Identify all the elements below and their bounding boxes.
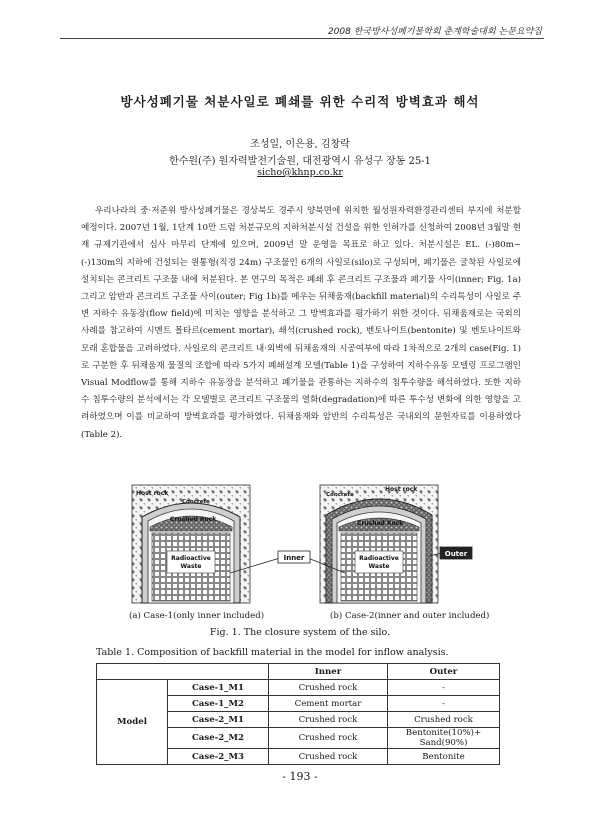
table-cell-case: Case-2_M2 (168, 728, 269, 749)
label-host-rock-left: Host rock (136, 490, 169, 497)
abstract-body (81, 203, 521, 444)
silo-case-2 (320, 485, 438, 603)
paper-affiliation: 한수원(주) 원자력발전기술원, 대전광역시 유성구 장동 25-1 (169, 156, 431, 167)
paper-authors: 조성일, 이은용, 김창락 (250, 139, 350, 150)
paper-title: 방사성폐기물 처분사일로 폐쇄를 위한 수리적 방벽효과 해석 (120, 94, 480, 109)
abstract-paragraph: 우리나라의 중·저준위 방사성폐기물은 경상북도 경주시 양북면에 위치한 월성원자력환경관리센터 부지에 처분할 예정이다. 2007년 1월, 1단계 10만 드럼 처분규모의 지하처분시설 건설을 위한 인허가를 신청하여 2008년 3월말 현재 규제기관에서 심사 마무리 단계에 있으며, 2009년 말 운영을 목표로 하고 있다. 처분시설은 EL. (-)80m~(-)130m의 지하에 건설되는 원통형(직경 24m) 구조물인 6개의 사일로(silo)로 구성되며, 폐기물은 굴착된 사일로에 설치되는 콘크리트 구조물 내에 처분된다. 본 연구의 목적은 폐쇄 후 콘크리트 구조물과 폐기물 사이(inner; Fig. 1a) 그리고 암반과 콘크리트 구조물 사이(outer; Fig 1b)를 메우는 뒤채움재(backfill material)의 수리특성이 사일로 주변 지하수 유동장(flow field)에 미치는 영향을 분석하고 그 방벽효과를 평가하기 위한 것이다. 뒤채움재로는 국외의 사례를 참고하여 시멘트 몰타르(cement mortar), 쇄석(crushed rock), 벤토나이트(bentonite) 및 벤토나이트와 모래 혼합물을 고려하였다. 사일로의 콘크리트 내·외벽에 뒤채움재의 시공여부에 따라 1차적으로 2개의 case(Fig. 1)로 구분한 후 뒤채움재 물질의 조합에 따라 5가지 폐쇄설계 모델(Table 1)을 구성하여 지하수유동 모델링 프로그램인 Visual Modflow를 통해 지하수 유동장을 분석하고 폐기물을 관통하는 지하수의 침투수량을 해석하였다. 또한 지하수 침투수량의 분석에서는 각 모델별로 콘크리트 구조물의 열화(degradation)에 따른 투수성 변화에 의한 영향을 고려하였으며 이를 비교하여 방벽효과를 평가하였다. 뒤채움재와 암반의 수리특성은 국내외의 문헌자료를 이용하였다(Table 2). (81, 206, 521, 440)
label-inner: Inner (283, 554, 305, 562)
table-header-outer: Outer (388, 664, 500, 680)
label-concrete-left: Concrete (182, 499, 210, 505)
table-cell-inner: Crushed rock (269, 728, 388, 749)
table-cell-case: Case-1_M1 (168, 680, 269, 696)
silo-schematic (130, 481, 475, 606)
label-crushed-rock-right: Crushed Rock (357, 520, 404, 527)
table-model-label: Model (97, 680, 168, 765)
table-header-inner: Inner (269, 664, 388, 680)
author-email[interactable]: sicho@khnp.co.kr (257, 167, 343, 178)
table-cell-outer: Bentonite(10%)+ Sand(90%) (388, 728, 500, 749)
table-cell-outer: Crushed rock (388, 712, 500, 728)
table-cell-inner: Cement mortar (269, 696, 388, 712)
label-waste-right: Waste (368, 563, 390, 570)
page-number: - 193 - (282, 770, 318, 783)
table-cell-case: Case-2_M3 (168, 749, 269, 765)
label-waste-left: Waste (180, 563, 202, 570)
table-cell-outer: Bentonite (388, 749, 500, 765)
table-cell-inner: Crushed rock (269, 680, 388, 696)
header-rule (60, 38, 544, 39)
table-cell-case: Case-2_M1 (168, 712, 269, 728)
table-header-blank (97, 664, 269, 680)
table-header-row (97, 664, 500, 680)
table-cell-outer: - (388, 680, 500, 696)
figure-silo-closure (130, 481, 475, 606)
silo-case-1 (132, 485, 250, 603)
label-host-rock-right: Host rock (385, 486, 418, 493)
table-row (97, 680, 500, 696)
label-outer: Outer (444, 550, 468, 558)
label-radioactive-left: Radioactive (171, 555, 211, 562)
table-cell-inner: Crushed rock (269, 712, 388, 728)
figure-caption: Fig. 1. The closure system of the silo. (209, 627, 391, 638)
table-cell-inner: Crushed rock (269, 749, 388, 765)
running-header: 2008 한국방사성폐기물학회 춘계학술대회 논문요약집 (327, 27, 542, 37)
figure-subcaption-a: (a) Case-1(only inner included) (129, 611, 265, 621)
backfill-composition-table (96, 663, 500, 765)
label-crushed-rock-left: Crushed Rock (170, 516, 217, 523)
table-cell-outer: - (388, 696, 500, 712)
table-caption: Table 1. Composition of backfill material in the model for inflow analysis. (96, 647, 449, 658)
figure-subcaption-b: (b) Case-2(inner and outer included) (330, 611, 490, 621)
table-cell-case: Case-1_M2 (168, 696, 269, 712)
label-radioactive-right: Radioactive (359, 555, 399, 562)
label-concrete-right: Concrete (326, 492, 354, 498)
